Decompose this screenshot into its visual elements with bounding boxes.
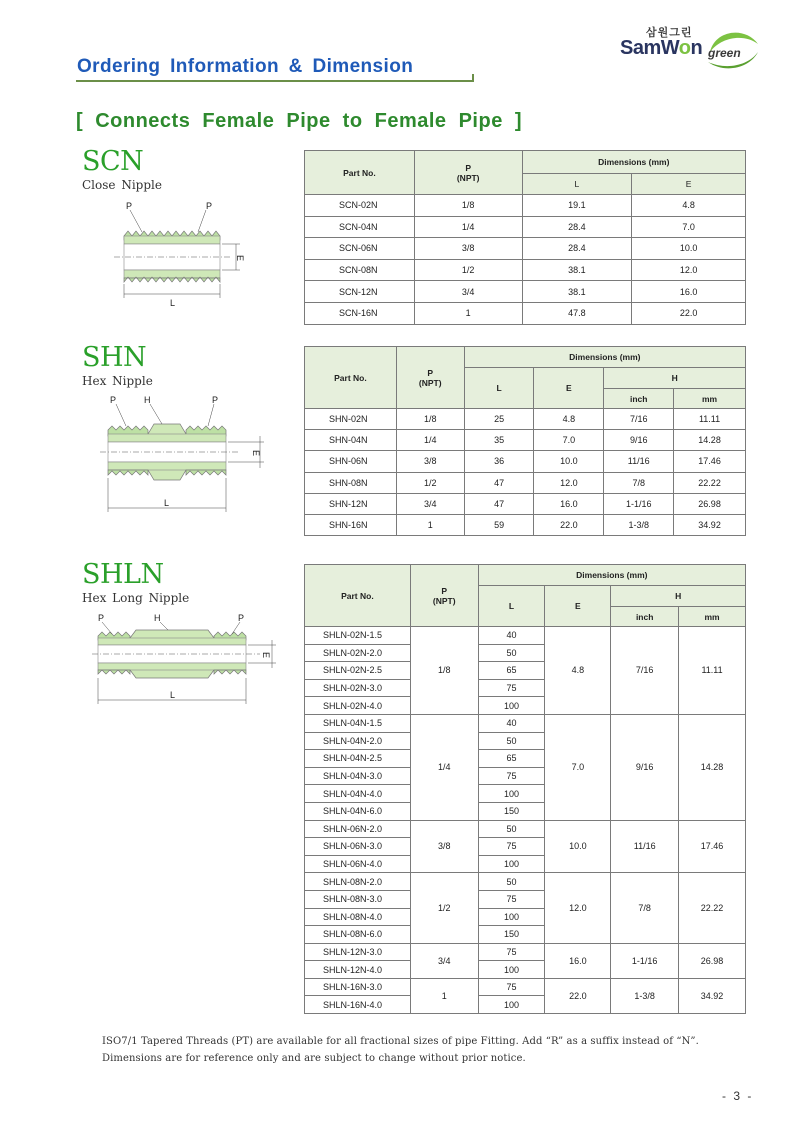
l-cell: 59 [464,514,534,535]
part-number-cell: SCN-08N [305,259,415,281]
part-number-cell: SHN-04N [305,430,397,451]
scn-code: SCN [82,146,144,177]
h-mm-cell: 26.98 [679,943,746,978]
p-cell: 3/8 [414,238,522,260]
table-row [305,259,746,281]
l-cell: 75 [478,978,545,996]
h-mm-cell: 22.22 [674,472,746,493]
e-cell: 22.0 [545,978,611,1013]
h-inch-cell: 7/16 [604,409,674,430]
shln-header-dimensions: Dimensions (mm) [478,565,745,586]
part-number-cell: SHLN-06N-2.0 [305,820,411,838]
shn-label-p-left: P [110,395,117,405]
shn-table [304,346,746,536]
p-cell: 1/2 [410,873,478,943]
scn-label-p-right: P [206,201,213,211]
shn-header-inch: inch [604,389,674,409]
part-number-cell: SCN-06N [305,238,415,260]
part-number-cell: SHLN-12N-4.0 [305,961,411,979]
h-inch-cell: 11/16 [611,820,679,873]
shn-code: SHN [82,342,147,373]
shn-drawing [96,390,276,514]
table-row [305,820,746,838]
part-number-cell: SHLN-02N-3.0 [305,679,411,697]
shn-label-h: H [144,395,151,405]
part-number-cell: SHLN-04N-6.0 [305,802,411,820]
p-cell: 1 [396,514,464,535]
h-mm-cell: 26.98 [674,493,746,514]
l-cell: 40 [478,714,545,732]
part-number-cell: SHLN-04N-1.5 [305,714,411,732]
e-cell: 16.0 [534,493,604,514]
h-inch-cell: 7/8 [604,472,674,493]
l-cell: 50 [478,644,545,662]
page-title: Ordering Information & Dimension [77,56,414,77]
scn-name: Close Nipple [82,178,162,192]
shln-label-l: L [170,690,176,700]
part-number-cell: SCN-02N [305,195,415,217]
part-number-cell: SHLN-08N-3.0 [305,890,411,908]
table-row [305,514,746,535]
shln-table-body [305,627,746,1014]
l-cell: 100 [478,908,545,926]
part-number-cell: SHLN-02N-4.0 [305,697,411,715]
shn-header-h: H [604,368,746,389]
l-cell: 25 [464,409,534,430]
p-cell: 1/4 [414,216,522,238]
l-cell: 75 [478,890,545,908]
table-row [305,430,746,451]
e-cell: 16.0 [632,281,746,303]
e-cell: 4.8 [545,627,611,715]
footnote-thread: ISO7/1 Tapered Threads (PT) are available for all fractional sizes of pipe Fitting. Add “R” as a suffix instead of “N”. [102,1036,699,1047]
p-cell: 3/8 [396,451,464,472]
part-number-cell: SHLN-04N-2.5 [305,750,411,768]
part-number-cell: SHLN-06N-3.0 [305,838,411,856]
shn-header-dimensions: Dimensions (mm) [464,347,745,368]
p-cell: 3/8 [410,820,478,873]
part-number-cell: SHLN-16N-3.0 [305,978,411,996]
scn-header-e: E [632,174,746,195]
shn-header-mm: mm [674,389,746,409]
shln-header-l: L [478,586,545,627]
l-cell: 65 [478,750,545,768]
part-number-cell: SHLN-04N-3.0 [305,767,411,785]
table-row [305,472,746,493]
h-mm-cell: 17.46 [679,820,746,873]
table-row [305,302,746,324]
e-cell: 12.0 [632,259,746,281]
l-cell: 100 [478,996,545,1014]
table-row [305,873,746,891]
h-mm-cell: 11.11 [674,409,746,430]
e-cell: 16.0 [545,943,611,978]
page-subtitle: [ Connects Female Pipe to Female Pipe ] [76,110,523,132]
shln-table [304,564,746,1014]
table-row [305,978,746,996]
page-number: - 3 - [722,1089,754,1103]
e-cell: 12.0 [545,873,611,943]
e-cell: 22.0 [632,302,746,324]
l-cell: 100 [478,697,545,715]
shn-label-e: E [251,450,261,457]
l-cell: 36 [464,451,534,472]
l-cell: 50 [478,820,545,838]
l-cell: 50 [478,732,545,750]
h-mm-cell: 34.92 [679,978,746,1013]
e-cell: 7.0 [534,430,604,451]
scn-header-p: P (NPT) [414,151,522,195]
part-number-cell: SHN-12N [305,493,397,514]
p-cell: 1/4 [396,430,464,451]
shn-header-part-no: Part No. [305,347,397,409]
l-cell: 47.8 [522,302,632,324]
h-mm-cell: 14.28 [679,714,746,820]
l-cell: 75 [478,838,545,856]
shln-drawing [90,608,280,708]
e-cell: 10.0 [632,238,746,260]
h-inch-cell: 7/16 [611,627,679,715]
l-cell: 100 [478,961,545,979]
part-number-cell: SHN-02N [305,409,397,430]
h-mm-cell: 11.11 [679,627,746,715]
e-cell: 7.0 [545,714,611,820]
logo-brand-text: SamWon [620,37,703,59]
part-number-cell: SHLN-04N-4.0 [305,785,411,803]
shln-label-e: E [261,652,271,659]
shn-header-l: L [464,368,534,409]
l-cell: 75 [478,767,545,785]
table-row [305,714,746,732]
scn-label-e: E [235,255,245,262]
shln-label-p-left: P [98,613,105,623]
scn-table [304,150,746,325]
p-cell: 3/4 [414,281,522,303]
shn-name: Hex Nipple [82,374,153,388]
shln-label-h: H [154,613,161,623]
table-row [305,493,746,514]
l-cell: 28.4 [522,238,632,260]
shn-label-p-right: P [212,395,219,405]
h-inch-cell: 1-1/16 [604,493,674,514]
part-number-cell: SHLN-16N-4.0 [305,996,411,1014]
scn-table-body [305,195,746,325]
e-cell: 4.8 [632,195,746,217]
shln-header-h: H [611,586,746,607]
table-row [305,216,746,238]
part-number-cell: SHLN-02N-1.5 [305,627,411,645]
scn-header-dimensions: Dimensions (mm) [522,151,745,174]
l-cell: 47 [464,472,534,493]
l-cell: 150 [478,802,545,820]
h-mm-cell: 14.28 [674,430,746,451]
p-cell: 1/4 [410,714,478,820]
p-cell: 1/8 [396,409,464,430]
l-cell: 75 [478,679,545,697]
title-underline-hook [462,74,474,82]
footnotes [102,1033,699,1067]
samwon-logo [618,22,758,78]
footnote-reference: Dimensions are for reference only and are subject to change without prior notice. [102,1053,526,1064]
e-cell: 10.0 [545,820,611,873]
p-cell: 1/8 [410,627,478,715]
scn-label-l: L [170,298,176,308]
h-inch-cell: 9/16 [604,430,674,451]
logo-korean-text: 삼원그린 [646,27,693,39]
shln-header-e: E [545,586,611,627]
table-row [305,195,746,217]
part-number-cell: SHN-16N [305,514,397,535]
part-number-cell: SCN-12N [305,281,415,303]
table-row [305,451,746,472]
shln-header-part-no: Part No. [305,565,411,627]
part-number-cell: SCN-04N [305,216,415,238]
h-inch-cell: 11/16 [604,451,674,472]
part-number-cell: SCN-16N [305,302,415,324]
h-inch-cell: 1-3/8 [604,514,674,535]
h-inch-cell: 7/8 [611,873,679,943]
p-cell: 1/2 [414,259,522,281]
shln-header-inch: inch [611,607,679,627]
shn-header-e: E [534,368,604,409]
e-cell: 7.0 [632,216,746,238]
table-row [305,409,746,430]
l-cell: 100 [478,855,545,873]
shln-label-p-right: P [238,613,245,623]
l-cell: 100 [478,785,545,803]
p-cell: 3/4 [396,493,464,514]
part-number-cell: SHLN-08N-4.0 [305,908,411,926]
part-number-cell: SHLN-04N-2.0 [305,732,411,750]
shln-name: Hex Long Nipple [82,591,190,605]
shn-label-l: L [164,498,170,508]
l-cell: 75 [478,943,545,961]
h-mm-cell: 17.46 [674,451,746,472]
scn-header-l: L [522,174,632,195]
p-cell: 1 [410,978,478,1013]
table-row [305,943,746,961]
part-number-cell: SHN-06N [305,451,397,472]
table-row [305,627,746,645]
h-inch-cell: 1-1/16 [611,943,679,978]
scn-label-p-left: P [126,201,133,211]
e-cell: 10.0 [534,451,604,472]
e-cell: 4.8 [534,409,604,430]
p-cell: 1 [414,302,522,324]
part-number-cell: SHLN-02N-2.5 [305,662,411,680]
p-cell: 1/2 [396,472,464,493]
h-inch-cell: 1-3/8 [611,978,679,1013]
part-number-cell: SHLN-06N-4.0 [305,855,411,873]
l-cell: 38.1 [522,281,632,303]
l-cell: 38.1 [522,259,632,281]
table-row [305,238,746,260]
h-mm-cell: 34.92 [674,514,746,535]
e-cell: 12.0 [534,472,604,493]
h-inch-cell: 9/16 [611,714,679,820]
part-number-cell: SHLN-12N-3.0 [305,943,411,961]
l-cell: 40 [478,627,545,645]
shln-code: SHLN [82,559,164,590]
shn-header-p: P (NPT) [396,347,464,409]
h-mm-cell: 22.22 [679,873,746,943]
shn-table-body [305,409,746,536]
p-cell: 3/4 [410,943,478,978]
l-cell: 47 [464,493,534,514]
l-cell: 150 [478,926,545,944]
e-cell: 22.0 [534,514,604,535]
logo-green-text: green [708,46,741,60]
part-number-cell: SHLN-02N-2.0 [305,644,411,662]
l-cell: 28.4 [522,216,632,238]
scn-drawing [100,196,260,308]
shln-header-p: P (NPT) [410,565,478,627]
table-row [305,281,746,303]
shln-header-mm: mm [679,607,746,627]
l-cell: 35 [464,430,534,451]
l-cell: 65 [478,662,545,680]
p-cell: 1/8 [414,195,522,217]
part-number-cell: SHN-08N [305,472,397,493]
part-number-cell: SHLN-08N-6.0 [305,926,411,944]
title-underline [76,80,472,82]
part-number-cell: SHLN-08N-2.0 [305,873,411,891]
l-cell: 50 [478,873,545,891]
scn-header-part-no: Part No. [305,151,415,195]
l-cell: 19.1 [522,195,632,217]
